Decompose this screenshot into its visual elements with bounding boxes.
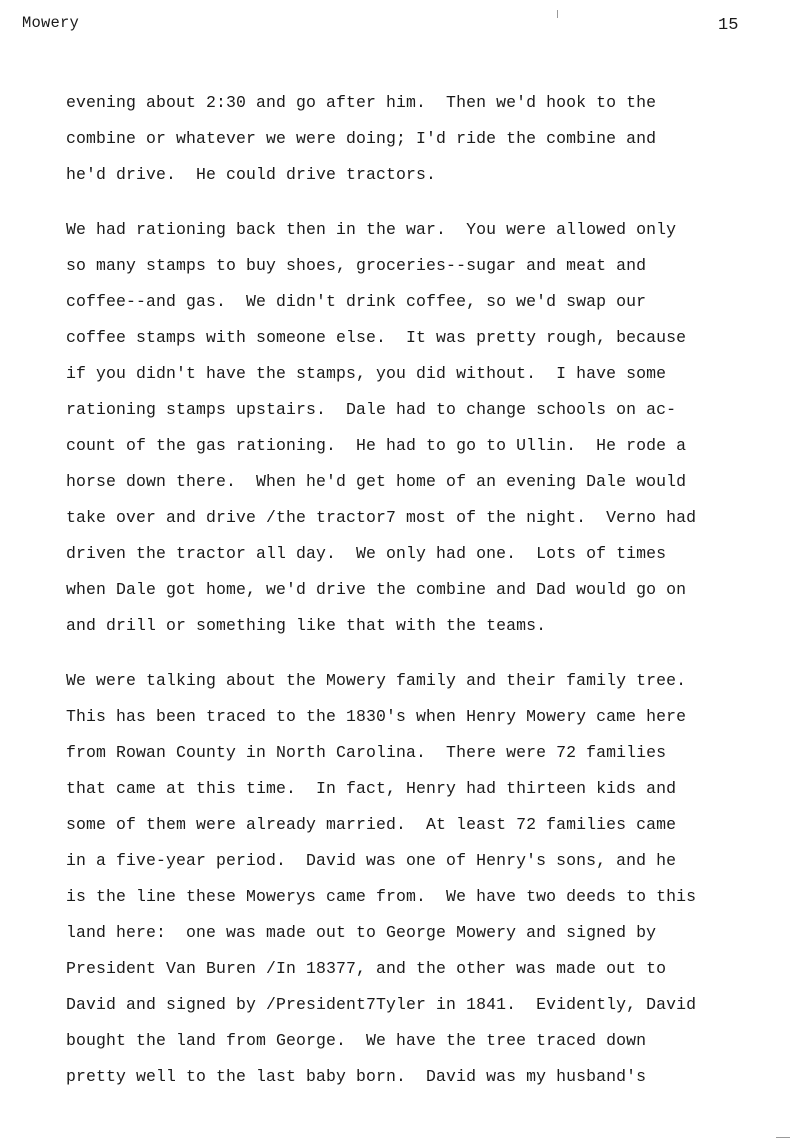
text-line: pretty well to the last baby born. David was my husband's [66,1067,647,1086]
text-line: is the line these Mowerys came from. We have two deeds to this [66,887,697,906]
scan-mark-top [557,10,558,18]
running-header-name: Mowery [22,14,80,32]
text-line: David and signed by /President7Tyler in 1841. Evidently, David [66,995,697,1014]
page-number: 15 [718,16,739,35]
text-line: We were talking about the Mowery family and their family tree. [66,671,687,690]
text-line: coffee stamps with someone else. It was pretty rough, because [66,328,687,347]
text-line: coffee--and gas. We didn't drink coffee, so we'd swap our [66,292,647,311]
text-line: This has been traced to the 1830's when Henry Mowery came here [66,707,687,726]
text-line: if you didn't have the stamps, you did without. I have some [66,364,667,383]
text-line: horse down there. When he'd get home of an evening Dale would [66,472,687,491]
paragraph [66,663,786,1095]
text-line: count of the gas rationing. He had to go to Ullin. He rode a [66,436,687,455]
paragraph [66,212,786,644]
text-line: combine or whatever we were doing; I'd ride the combine and [66,129,657,148]
text-line: evening about 2:30 and go after him. Then we'd hook to the [66,93,657,112]
text-line: President Van Buren /In 18377, and the other was made out to [66,959,667,978]
text-line: when Dale got home, we'd drive the combine and Dad would go on [66,580,687,599]
text-line: so many stamps to buy shoes, groceries--sugar and meat and [66,256,647,275]
paragraph [66,85,786,193]
scan-mark-bottom [776,1137,790,1138]
text-line: land here: one was made out to George Mowery and signed by [66,923,657,942]
text-line: rationing stamps upstairs. Dale had to change schools on ac- [66,400,677,419]
text-line: some of them were already married. At least 72 families came [66,815,677,834]
text-line: bought the land from George. We have the tree traced down [66,1031,647,1050]
text-line: that came at this time. In fact, Henry had thirteen kids and [66,779,677,798]
text-line: driven the tractor all day. We only had one. Lots of times [66,544,667,563]
text-line: in a five-year period. David was one of Henry's sons, and he [66,851,677,870]
text-line: We had rationing back then in the war. You were allowed only [66,220,677,239]
text-line: from Rowan County in North Carolina. There were 72 families [66,743,667,762]
text-line: and drill or something like that with the teams. [66,616,547,635]
text-line: he'd drive. He could drive tractors. [66,165,437,184]
text-line: take over and drive /the tractor7 most of the night. Verno had [66,508,697,527]
document-body [66,85,786,1114]
